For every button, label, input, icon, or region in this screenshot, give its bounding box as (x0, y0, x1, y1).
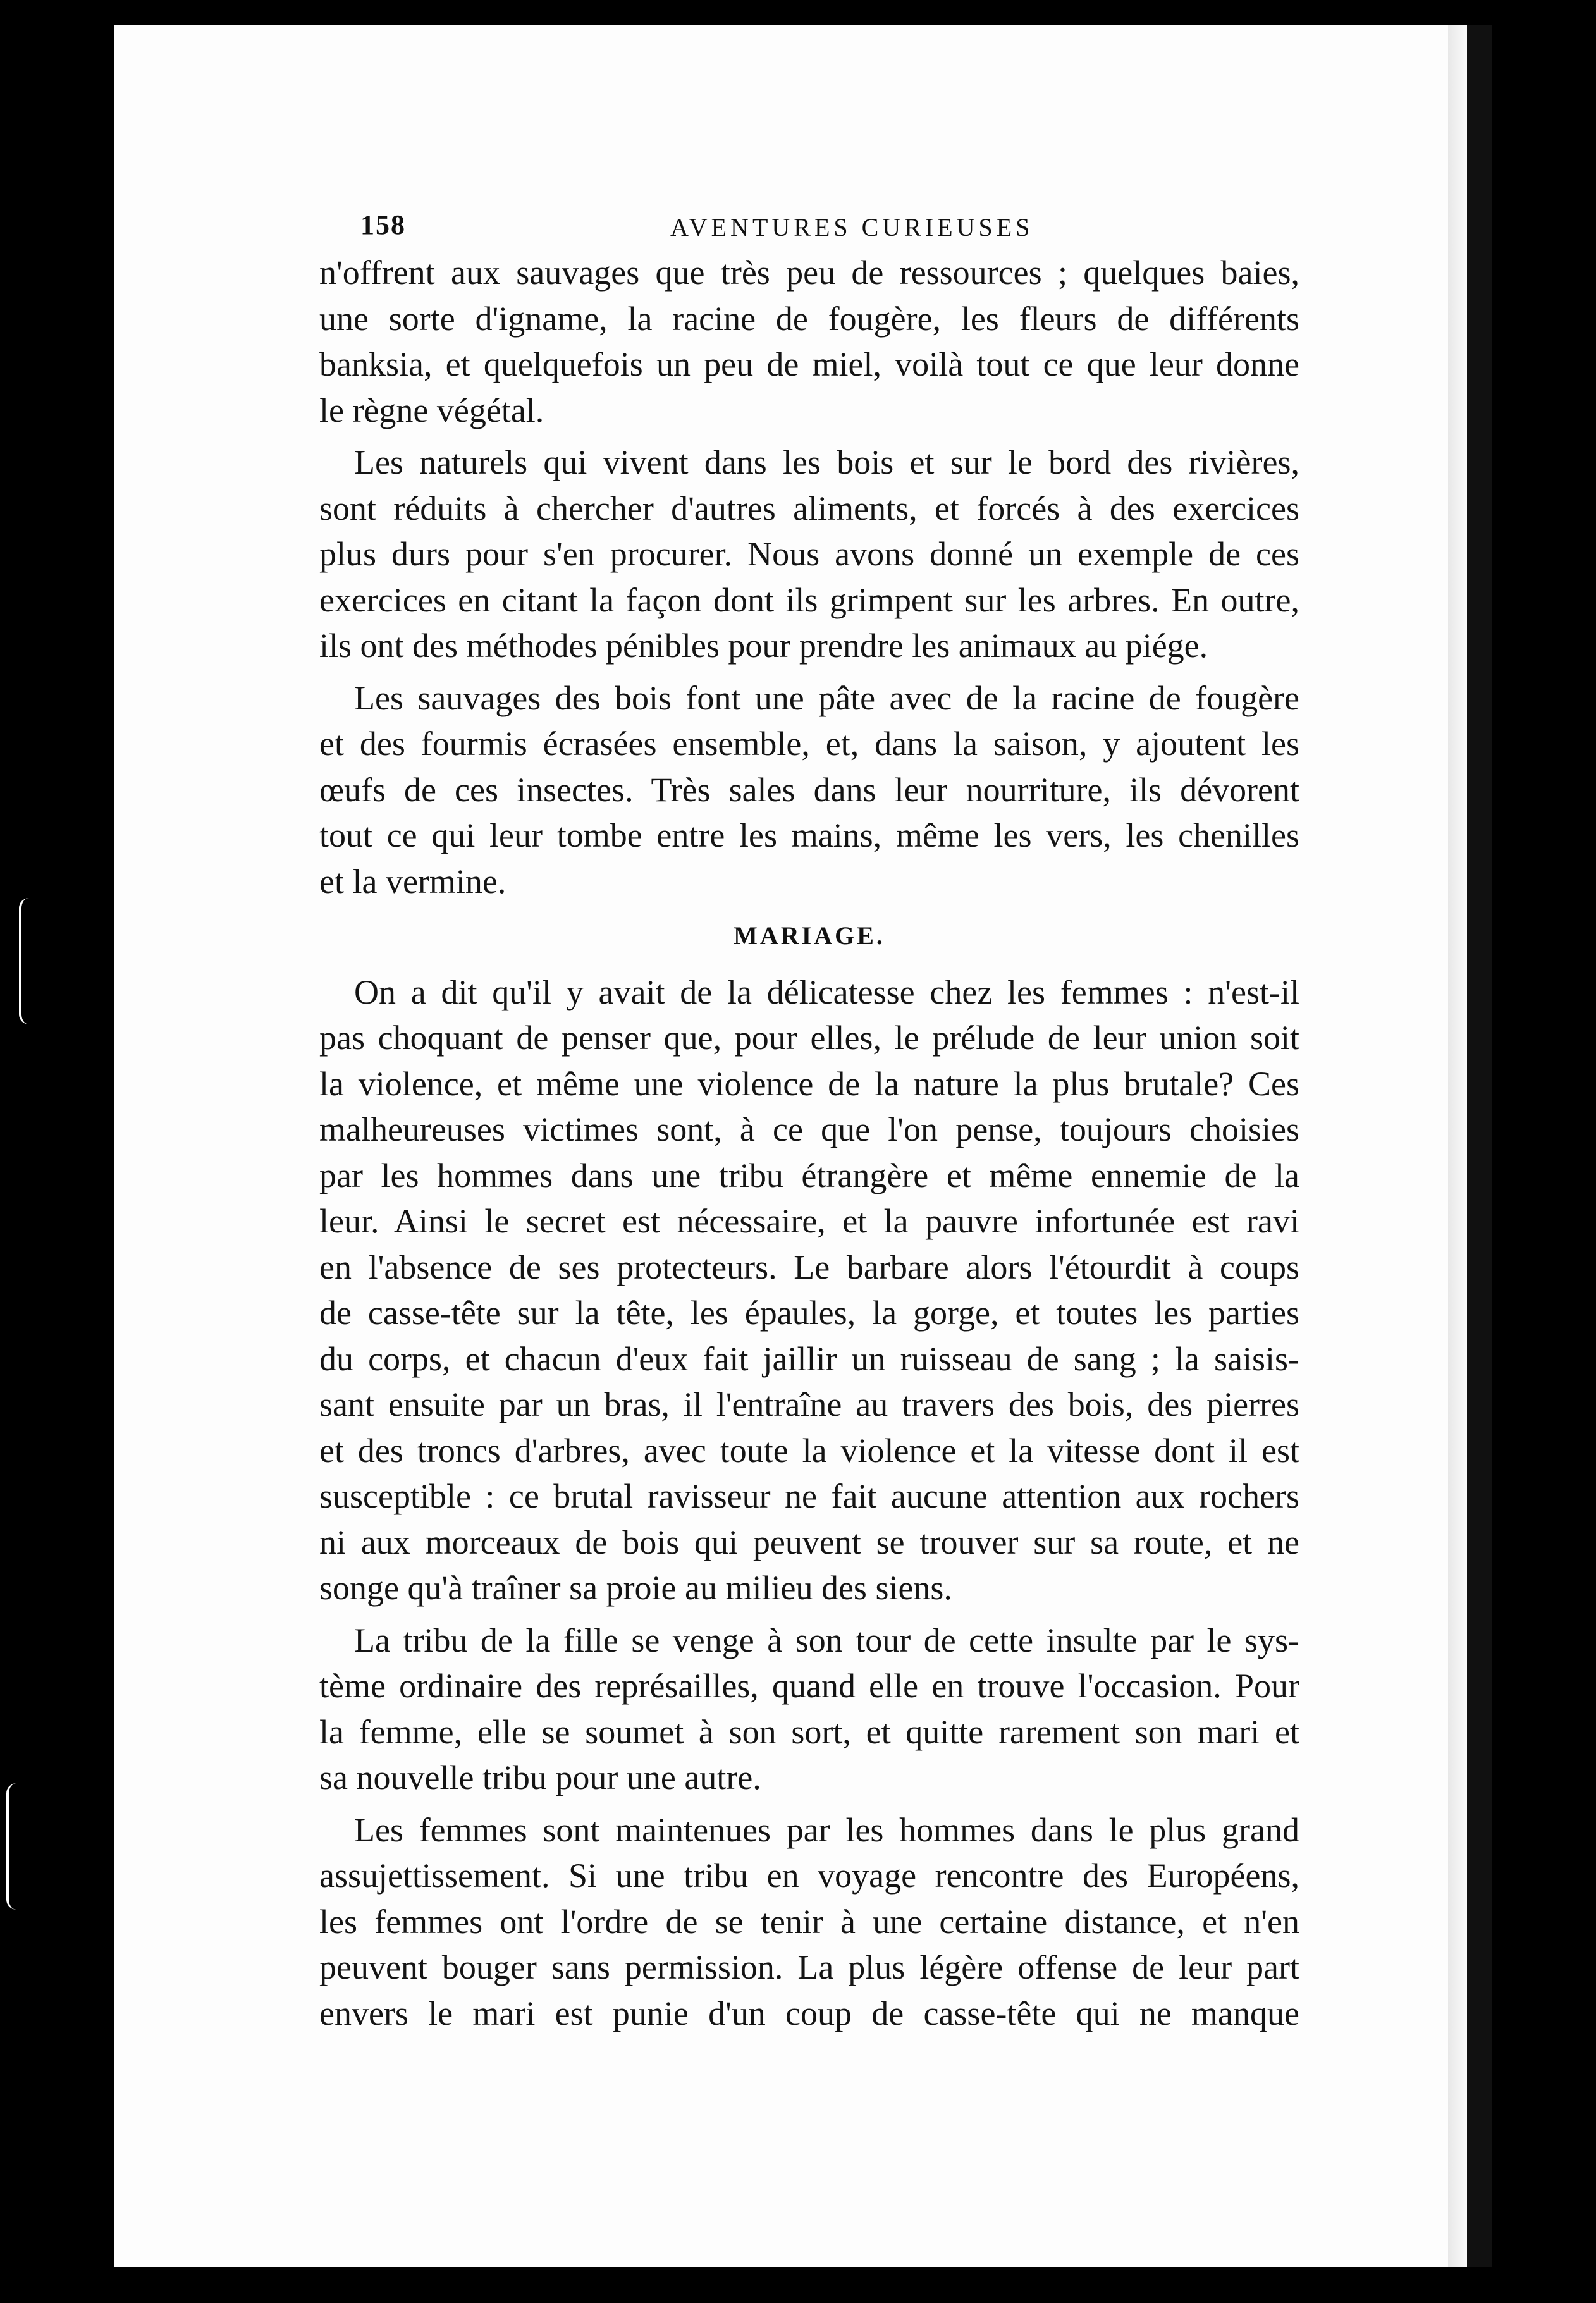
text-line: banksia, et quelquefois un peu de miel, voilà tout ce que leur donne (319, 345, 1299, 383)
text-line: la violence, et même une violence de la nature la plus brutale? Ces (319, 1064, 1299, 1103)
text-line: exercices en citant la façon dont ils grimpent sur les arbres. En outre, (319, 580, 1299, 619)
text-line: la femme, elle se soumet à son sort, et quitte rarement son mari et (319, 1712, 1299, 1751)
text-line: tème ordinaire des représailles, quand elle en trouve l'occasion. Pour (319, 1667, 1299, 1705)
text-line: peuvent bouger sans permission. La plus légère offense de leur part (319, 1948, 1299, 1986)
text-line: et des troncs d'arbres, avec toute la violence et la vitesse dont il est (319, 1431, 1299, 1470)
paragraph (319, 1618, 1299, 1801)
text-line: par les hommes dans une tribu étrangère et même ennemie de la (319, 1156, 1299, 1194)
text-line: Les sauvages des bois font une pâte avec de la racine de fougère (354, 679, 1299, 717)
paragraph (319, 969, 1299, 1611)
text-line: On a dit qu'il y avait de la délicatesse chez les femmes : n'est-il (354, 973, 1299, 1011)
text-line: susceptible : ce brutal ravisseur ne fait aucune attention aux rochers (319, 1477, 1299, 1515)
text-line: tout ce qui leur tombe entre les mains, même les vers, les chenilles (319, 816, 1299, 854)
text-line: sa nouvelle tribu pour une autre. (319, 1759, 761, 1796)
text-line: Les femmes sont maintenues par les hommes dans le plus grand (354, 1810, 1299, 1849)
text-line: La tribu de la fille se venge à son tour de cette insulte par le sys- (354, 1621, 1299, 1659)
page-edge (1448, 25, 1467, 2267)
body-text (319, 250, 1299, 2042)
text-line: sant ensuite par un bras, il l'entraîne au travers des bois, des pierres (319, 1385, 1299, 1423)
paragraph (319, 675, 1299, 905)
text-line: et des fourmis écrasées ensemble, et, dans la saison, y ajoutent les (319, 725, 1299, 763)
text-line: de casse-tête sur la tête, les épaules, la gorge, et toutes les parties (319, 1294, 1299, 1332)
text-line: en l'absence de ses protecteurs. Le barbare alors l'étourdit à coups (319, 1248, 1299, 1286)
text-line: ni aux morceaux de bois qui peuvent se trouver sur sa route, et ne (319, 1523, 1299, 1561)
text-line: et la vermine. (319, 862, 506, 900)
text-line: songe qu'à traîner sa proie au milieu des siens. (319, 1569, 952, 1607)
text-line: Les naturels qui vivent dans les bois et sur le bord des rivières, (354, 443, 1299, 481)
page-number: 158 (360, 209, 406, 240)
text-line: malheureuses victimes sont, à ce que l'on pense, toujours choisies (319, 1110, 1299, 1148)
text-line: n'offrent aux sauvages que très peu de ressources ; quelques baies, (319, 254, 1299, 292)
text-line: leur. Ainsi le secret est nécessaire, et la pauvre infortunée est ravi (319, 1202, 1299, 1240)
binding-shadow (1467, 25, 1492, 2267)
text-line: assujettissement. Si une tribu en voyage rencontre des Européens, (319, 1857, 1299, 1895)
paragraph (319, 439, 1299, 669)
text-line: envers le mari est punie d'un coup de casse-tête qui ne manque (319, 1994, 1299, 2032)
text-line: pas choquant de penser que, pour elles, le prélude de leur union soit (319, 1019, 1299, 1057)
text-line: plus durs pour s'en procurer. Nous avons donné un exemple de ces (319, 535, 1299, 573)
text-line: les femmes ont l'ordre de se tenir à une certaine distance, et n'en (319, 1902, 1299, 1941)
running-title: AVENTURES CURIEUSES (670, 213, 1034, 242)
paragraph (319, 1807, 1299, 2037)
paragraph (319, 250, 1299, 433)
margin-mark (6, 1783, 16, 1910)
text-line: sont réduits à chercher d'autres aliments, et forcés à des exercices (319, 489, 1299, 527)
text-line: le règne végétal. (319, 391, 544, 429)
text-line: œufs de ces insectes. Très sales dans leur nourriture, ils dévorent (319, 770, 1299, 809)
text-line: ils ont des méthodes pénibles pour prendre les animaux au piége. (319, 627, 1208, 665)
text-line: une sorte d'igname, la racine de fougère, les fleurs de différents (319, 299, 1299, 338)
section-heading: MARIAGE. (734, 921, 885, 950)
text-line: du corps, et chacun d'eux fait jaillir un ruisseau de sang ; la saisis- (319, 1339, 1299, 1378)
margin-mark (19, 898, 29, 1024)
